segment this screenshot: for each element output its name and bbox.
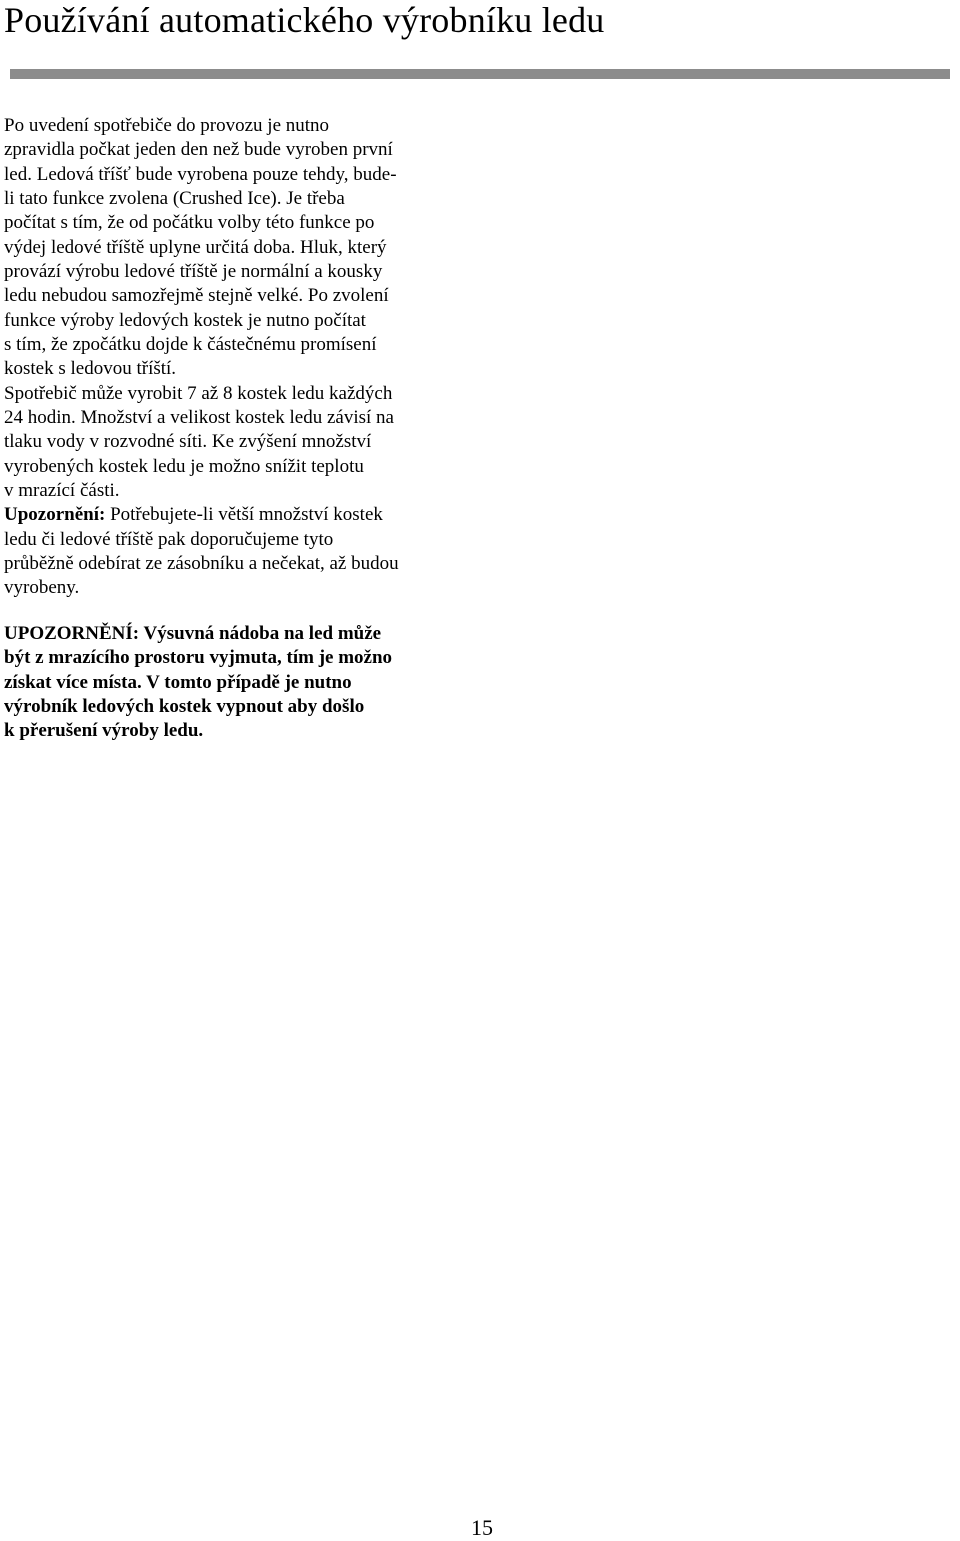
text-line: ledu nebudou samozřejmě stejně velké. Po zvolení [4, 285, 389, 307]
note-text: Potřebujete-li větší množství kostek [105, 504, 383, 526]
main-paragraph [4, 114, 464, 601]
note-first-line [4, 503, 464, 527]
text-line: li tato funkce zvolena (Crushed Ice). Je třeba [4, 187, 345, 209]
warning-paragraph [4, 622, 464, 744]
text-line: Spotřebič může vyrobit 7 až 8 kostek ledu každých [4, 382, 393, 404]
note-label: Upozornění: [4, 504, 106, 526]
page-title: Používání automatického výrobníku ledu [4, 0, 605, 40]
text-line: průběžně odebírat ze zásobníku a nečekat, až budou [4, 552, 399, 574]
text-line: kostek s ledovou tříští. [4, 358, 177, 380]
text-line: vyrobených kostek ledu je možno snížit teplotu [4, 455, 364, 477]
text-line: tlaku vody v rozvodné síti. Ke zvýšení množství [4, 431, 372, 453]
warning-line: výrobník ledových kostek vypnout aby došlo [4, 695, 365, 717]
page-number: 15 [471, 1515, 493, 1540]
text-line: počítat s tím, že od počátku volby této funkce po [4, 212, 375, 234]
text-line: výdej ledové tříště uplyne určitá doba. Hluk, který [4, 236, 387, 258]
text-line: Po uvedení spotřebiče do provozu je nutno [4, 115, 330, 136]
text-line: ledu či ledové tříště pak doporučujeme tyto [4, 528, 334, 550]
warning-line: získat více místa. V tomto případě je nutno [4, 671, 352, 693]
text-line: v mrazící části. [4, 479, 120, 501]
text-line: 24 hodin. Množství a velikost kostek ledu závisí na [4, 406, 394, 428]
warning-line: UPOZORNĚNÍ: Výsuvná nádoba na led může [4, 623, 382, 644]
text-line: led. Ledová tříšť bude vyrobena pouze tehdy, bude- [4, 163, 397, 185]
text-line: funkce výroby ledových kostek je nutno počítat [4, 309, 366, 331]
warning-line: být z mrazícího prostoru vyjmuta, tím je možno [4, 647, 393, 669]
text-line: provází výrobu ledové tříště je normální a kousky [4, 260, 383, 282]
text-line: s tím, že zpočátku dojde k částečnému promísení [4, 333, 377, 355]
warning-line: k přerušení výroby ledu. [4, 720, 204, 742]
text-line: zpravidla počkat jeden den než bude vyroben první [4, 139, 393, 161]
title-divider [10, 69, 950, 79]
text-line: vyrobeny. [4, 577, 80, 599]
